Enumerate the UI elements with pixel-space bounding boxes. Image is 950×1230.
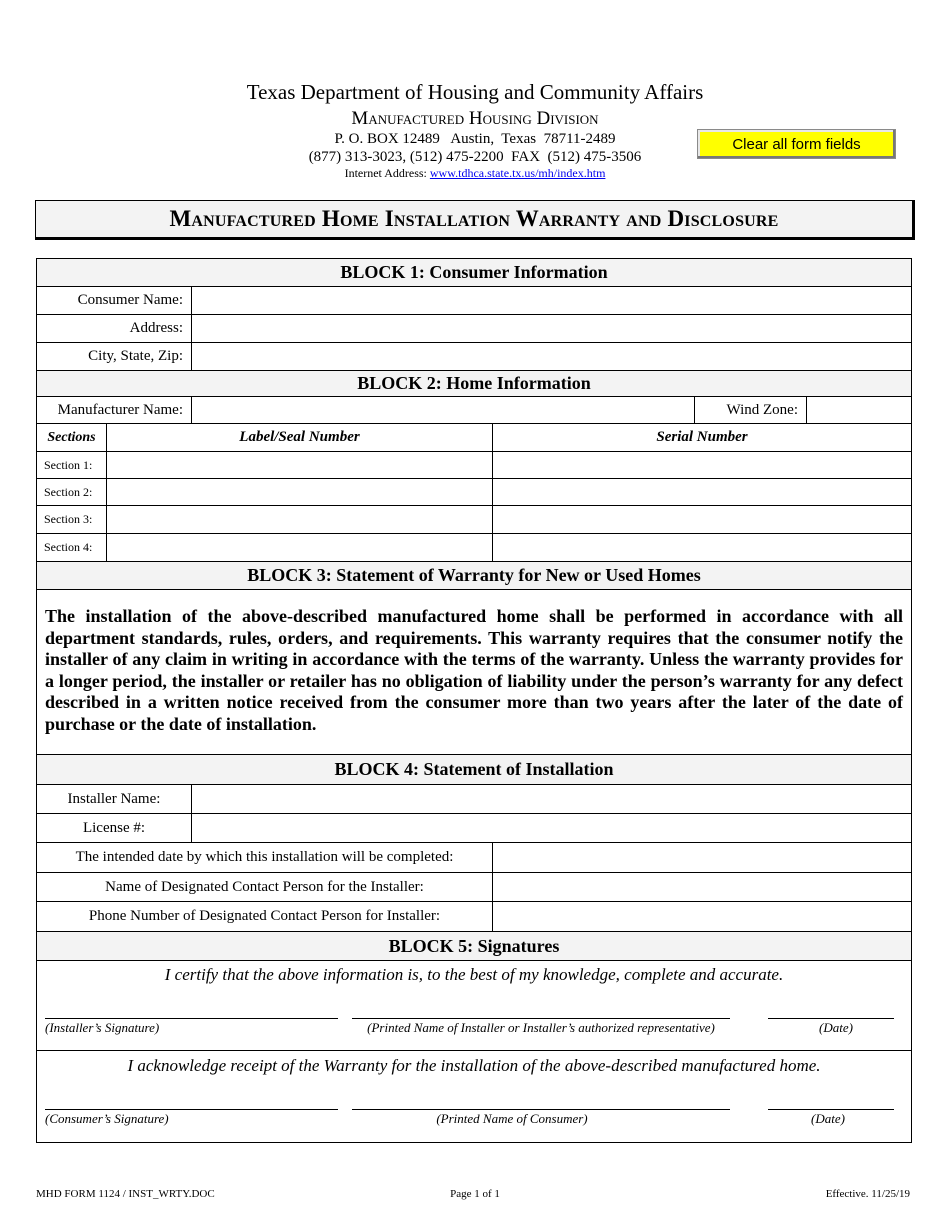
consumer-signature-label: (Consumer’s Signature) [45, 1111, 169, 1126]
serial-number-field[interactable] [492, 533, 912, 562]
installer-signature-label: (Installer’s Signature) [45, 1020, 160, 1035]
city-state-zip-label: City, State, Zip: [36, 342, 192, 371]
manufacturer-name-field[interactable] [191, 396, 695, 424]
section-label: Section 4: [36, 533, 107, 562]
form-title: Manufactured Home Installation Warranty and Disclosure [35, 200, 915, 240]
section-label: Section 3: [36, 505, 107, 534]
address-field[interactable] [191, 314, 912, 343]
block2-header: BLOCK 2: Home Information [36, 370, 912, 397]
installer-date-line[interactable] [768, 1018, 894, 1019]
clear-form-button[interactable]: Clear all form fields [697, 129, 896, 159]
label-seal-field[interactable] [106, 478, 493, 506]
wind-zone-label: Wind Zone: [694, 396, 807, 424]
acknowledge-statement: I acknowledge receipt of the Warranty for the installation of the above-described manufactured home. [127, 1056, 821, 1075]
label-seal-field[interactable] [106, 505, 493, 534]
consumer-name-label: Consumer Name: [36, 286, 192, 315]
division-name: Manufactured Housing Division [351, 108, 599, 129]
installer-signature-line[interactable] [45, 1018, 338, 1019]
effective-date: Effective. 11/25/19 [825, 1188, 910, 1200]
agency-address: P. O. BOX 12489 Austin, Texas 78711-2489 [334, 131, 616, 147]
certify-statement: I certify that the above information is, to the best of my knowledge, complete and accurate. [164, 965, 784, 984]
serial-number-field[interactable] [492, 505, 912, 534]
label-seal-field[interactable] [106, 451, 493, 479]
serial-number-field[interactable] [492, 478, 912, 506]
contact-name-field[interactable] [492, 872, 912, 902]
consumer-printed-name-line[interactable] [352, 1109, 730, 1110]
contact-name-label: Name of Designated Contact Person for the Installer: [36, 872, 493, 902]
block4-header: BLOCK 4: Statement of Installation [36, 754, 912, 785]
serial-number-column-header: Serial Number [492, 423, 912, 452]
wind-zone-field[interactable] [806, 396, 912, 424]
section-label: Section 2: [36, 478, 107, 506]
agency-website-link[interactable]: www.tdhca.state.tx.us/mh/index.htm [429, 166, 606, 180]
intended-date-label: The intended date by which this installation will be completed: [36, 842, 493, 873]
form-id: MHD FORM 1124 / INST_WRTY.DOC [36, 1188, 215, 1200]
label-seal-field[interactable] [106, 533, 493, 562]
warranty-statement: The installation of the above-described manufactured home shall be performed in accordance with all department standards, rules, orders, and requirements. This warranty requires that the consumer notify the installer of any claim in writing in accordance with the terms of the warranty. Unless the warranty provides for a longer period, the installer or retailer has no obligation of liability under the person’s warranty for any defect described in a written notice received from the consumer more than two years after the later of the date of purchase or the date of installation. [45, 606, 903, 734]
page-number: Page 1 of 1 [450, 1188, 500, 1200]
sections-column-header: Sections [36, 423, 107, 452]
installer-date-label: (Date) [819, 1020, 853, 1035]
city-state-zip-field[interactable] [191, 342, 912, 371]
section-label: Section 1: [36, 451, 107, 479]
consumer-date-line[interactable] [768, 1109, 894, 1110]
serial-number-field[interactable] [492, 451, 912, 479]
agency-name: Texas Department of Housing and Community Affairs [246, 80, 704, 104]
license-field[interactable] [191, 813, 912, 843]
address-label: Address: [36, 314, 192, 343]
internet-address [0, 166, 950, 181]
block3-header: BLOCK 3: Statement of Warranty for New or Used Homes [36, 561, 912, 590]
license-label: License #: [36, 813, 192, 843]
contact-phone-label: Phone Number of Designated Contact Person for Installer: [36, 901, 493, 932]
consumer-printed-name-label: (Printed Name of Consumer) [436, 1111, 588, 1126]
consumer-name-field[interactable] [191, 286, 912, 315]
installer-printed-name-line[interactable] [352, 1018, 730, 1019]
intended-date-field[interactable] [492, 842, 912, 873]
internet-label: Internet Address: [344, 166, 427, 180]
installer-name-label: Installer Name: [36, 784, 192, 814]
installer-name-field[interactable] [191, 784, 912, 814]
manufacturer-name-label: Manufacturer Name: [36, 396, 192, 424]
block1-header: BLOCK 1: Consumer Information [36, 258, 912, 287]
contact-phone-field[interactable] [492, 901, 912, 932]
installer-printed-name-label: (Printed Name of Installer or Installer’s authorized representative) [367, 1020, 715, 1035]
block5-header: BLOCK 5: Signatures [36, 931, 912, 961]
consumer-signature-line[interactable] [45, 1109, 338, 1110]
consumer-date-label: (Date) [811, 1111, 845, 1126]
agency-phone: (877) 313-3023, (512) 475-2200 FAX (512) 475-3506 [308, 149, 642, 165]
label-seal-column-header: Label/Seal Number [106, 423, 493, 452]
signature-divider [36, 1050, 912, 1051]
